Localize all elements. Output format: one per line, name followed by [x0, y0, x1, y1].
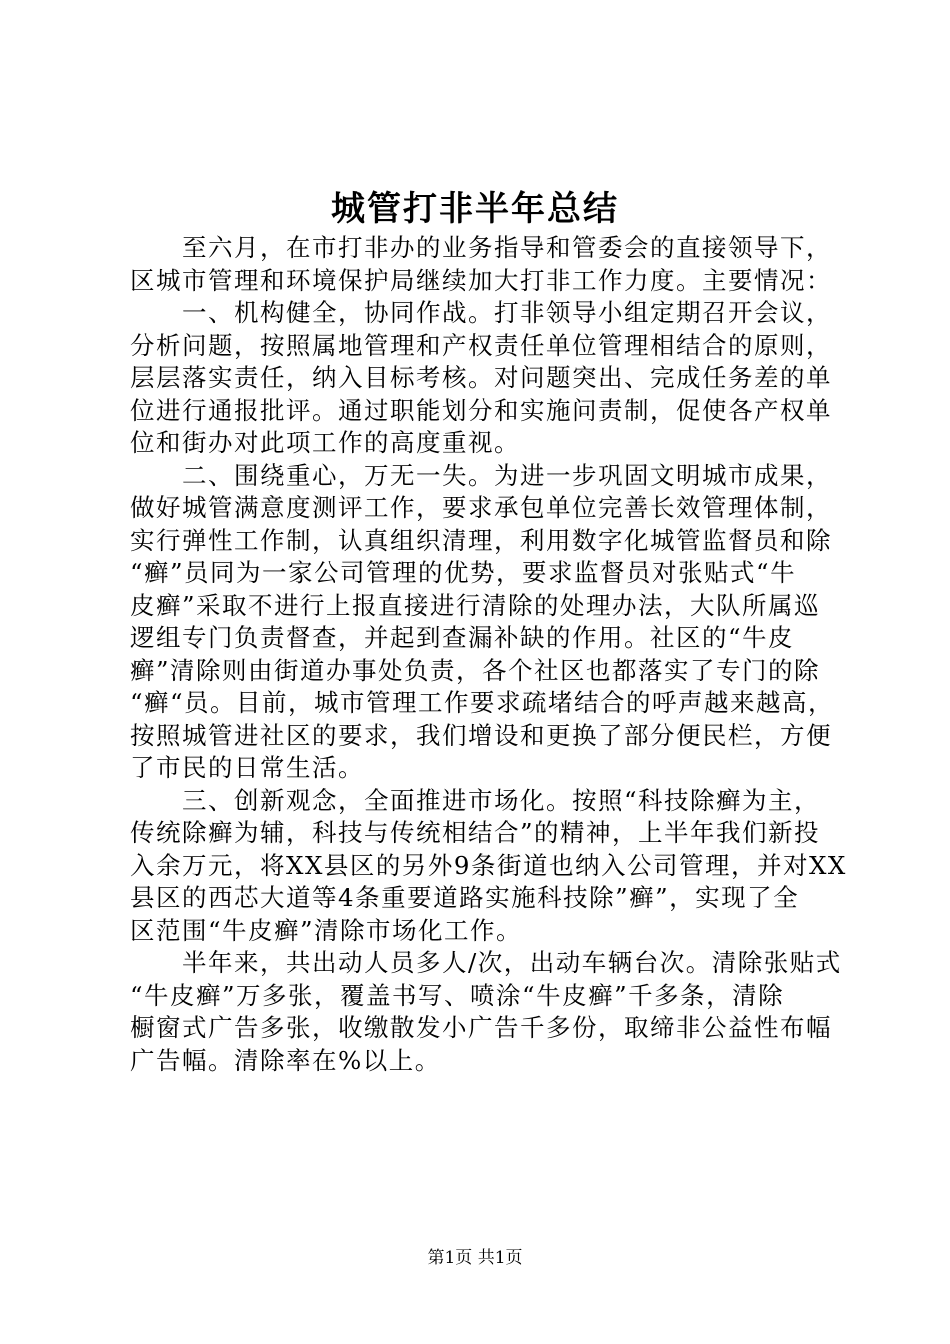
- body-line: “癣”员同为一家公司管理的优势，要求监督员对张贴式“牛: [130, 558, 797, 587]
- body-line: 区范围“牛皮癣”清除市场化工作。: [130, 915, 523, 945]
- body-line: 逻组专门负责督查，并起到查漏补缺的作用。社区的“牛皮: [130, 623, 795, 652]
- body-line: “牛皮癣”万多张，覆盖书写、喷涂“牛皮癣”千多条，清除: [130, 980, 785, 1010]
- body-line: 皮癣”采取不进行上报直接进行清除的处理办法，大队所属巡: [130, 590, 821, 620]
- body-line: 广告幅。清除率在%以上。: [130, 1045, 441, 1075]
- body-line: 按照城管进社区的要求，我们增设和更换了部分便民栏，方便: [130, 720, 832, 750]
- body-line: 三、创新观念，全面推进市场化。按照“科技除癣为主，: [130, 785, 821, 815]
- body-line: 了市民的日常生活。: [130, 753, 364, 782]
- body-line: 癣”清除则由街道办事处负责，各个社区也都落实了专门的除: [130, 655, 821, 685]
- body-line: 位进行通报批评。通过职能划分和实施问责制，促使各产权单: [130, 395, 832, 425]
- body-line: 县区的西芯大道等4条重要道路实施科技除”癣”，实现了全: [130, 883, 800, 912]
- body-line: 至六月，在市打非办的业务指导和管委会的直接领导下，: [130, 233, 832, 262]
- body-line: 半年来，共出动人员多人/次，出动车辆台次。清除张贴式: [130, 948, 842, 977]
- body-line: 位和街办对此项工作的高度重视。: [130, 428, 520, 457]
- body-line: 传统除癣为辅，科技与传统相结合”的精神，上半年我们新投: [130, 818, 821, 847]
- body-line: 层层落实责任，纳入目标考核。对问题突出、完成任务差的单: [130, 363, 832, 392]
- body-line: 实行弹性工作制，认真组织清理，利用数字化城管监督员和除: [130, 525, 832, 555]
- body-line: 做好城管满意度测评工作，要求承包单位完善长效管理体制，: [130, 493, 832, 522]
- body-line: 橱窗式广告多张，收缴散发小广告千多份，取缔非公益性布幅: [130, 1013, 832, 1042]
- body-line: 一、机构健全，协同作战。打非领导小组定期召开会议，: [130, 298, 832, 327]
- document-body: [130, 232, 847, 1077]
- body-line: 区城市管理和环境保护局继续加大打非工作力度。主要情况：: [130, 265, 832, 295]
- body-line: 入余万元，将XX县区的另外9条街道也纳入公司管理，并对XX: [130, 850, 847, 880]
- document-title: 城管打非半年总结: [331, 189, 619, 229]
- body-line: “癣“员。目前，城市管理工作要求疏堵结合的呼声越来越高，: [130, 688, 835, 717]
- body-line: 分析问题，按照属地管理和产权责任单位管理相结合的原则，: [130, 330, 832, 360]
- page-footer: 第1页 共1页: [427, 1248, 523, 1268]
- body-line: 二、围绕重心，万无一失。为进一步巩固文明城市成果，: [130, 460, 832, 490]
